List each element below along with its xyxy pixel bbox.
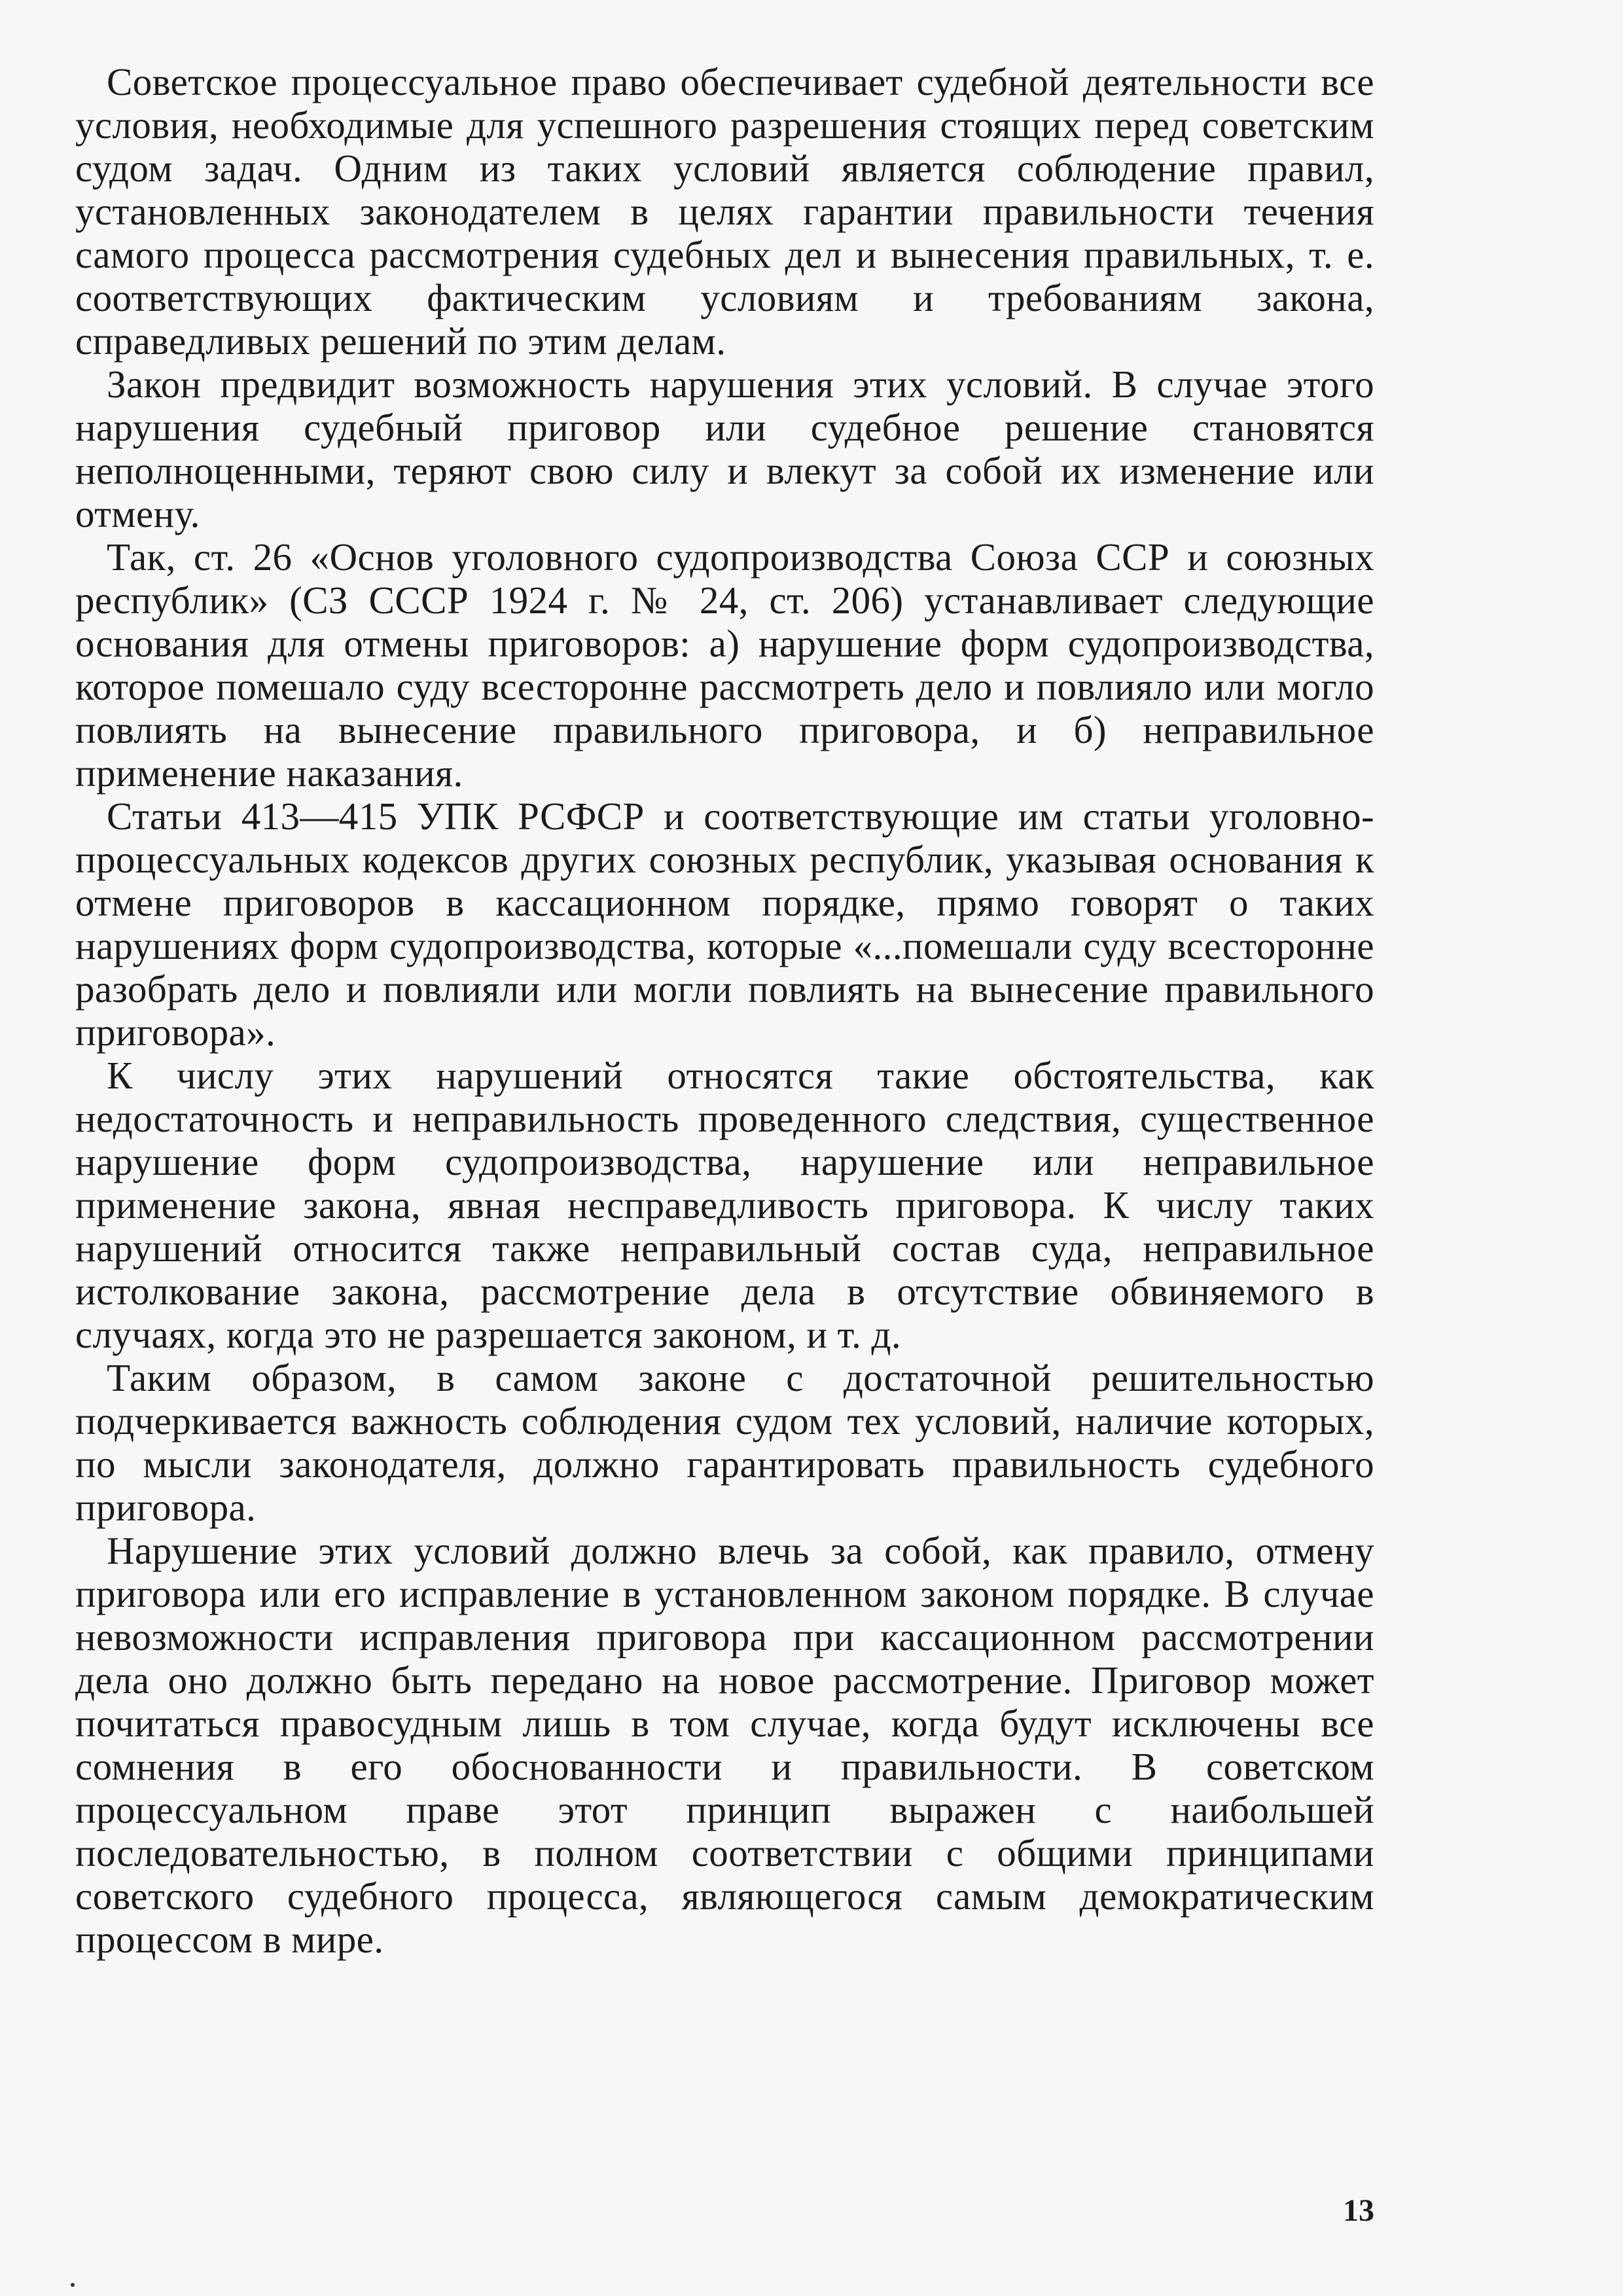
paragraph-3: Так, ст. 26 «Основ уголовного судопроизводства Союза ССР и союзных республик» (СЗ СССР 1924 г. № 24, ст. 206) устанавливает следующие основания для отмены приговоров: а) нарушение форм судопроизводства, которое помешало суду всесторонне рассмотреть дело и повлияло или могло повлиять на вынесение правильного приговора, и б) неправильное применение наказания. bbox=[75, 535, 1374, 795]
paragraph-6: Таким образом, в самом законе с достаточной решительностью подчеркивается важность соблюдения судом тех условий, наличие которых, по мысли законодателя, должно гарантировать правильность судебного приговора. bbox=[75, 1356, 1374, 1529]
paragraph-5: К числу этих нарушений относятся такие обстоятельства, как недостаточность и неправильность проведенного следствия, существенное нарушение форм судопроизводства, нарушение или неправильное применение закона, явная несправедливость приговора. К числу таких нарушений относится также неправильный состав суда, неправильное истолкование закона, рассмотрение дела в отсутствие обвиняемого в случаях, когда это не разрешается законом, и т. д. bbox=[75, 1054, 1374, 1356]
paragraph-1: Советское процессуальное право обеспечивает судебной деятельности все условия, необходимые для успешного разрешения стоящих перед советским судом задач. Одним из таких условий является соблюдение правил, установленных законодателем в целях гарантии правильности течения самого процесса рассмотрения судебных дел и вынесения правильных, т. е. соответствующих фактическим условиям и требованиям закона, справедливых решений по этим делам. bbox=[75, 60, 1374, 363]
page-number: 13 bbox=[1343, 2193, 1374, 2228]
paragraph-7: Нарушение этих условий должно влечь за собой, как правило, отмену приговора или его исправление в установленном законом порядке. В случае невозможности исправления приговора при кассационном рассмотрении дела оно должно быть передано на новое рассмотрение. Приговор может почитаться правосудным лишь в том случае, когда будут исключены все сомнения в его обоснованности и правильности. В советском процессуальном праве этот принцип выражен с наибольшей последовательностью, в полном соответствии с общими принципами советского судебного процесса, являющегося самым демократическим процессом в мире. bbox=[75, 1529, 1374, 1961]
paragraph-2: Закон предвидит возможность нарушения этих условий. В случае этого нарушения судебный приговор или судебное решение становятся неполноценными, теряют свою силу и влекут за собой их изменение или отмену. bbox=[75, 363, 1374, 535]
paragraph-4: Статьи 413—415 УПК РСФСР и соответствующие им статьи уголовно-процессуальных кодексов других союзных республик, указывая основания к отмене приговоров в кассационном порядке, прямо говорят о таких нарушениях форм судопроизводства, которые «...помешали суду всесторонне разобрать дело и повлияли или могли повлиять на вынесение правильного приговора». bbox=[75, 795, 1374, 1054]
body-text bbox=[75, 60, 1374, 1961]
scan-speck bbox=[71, 2283, 75, 2287]
